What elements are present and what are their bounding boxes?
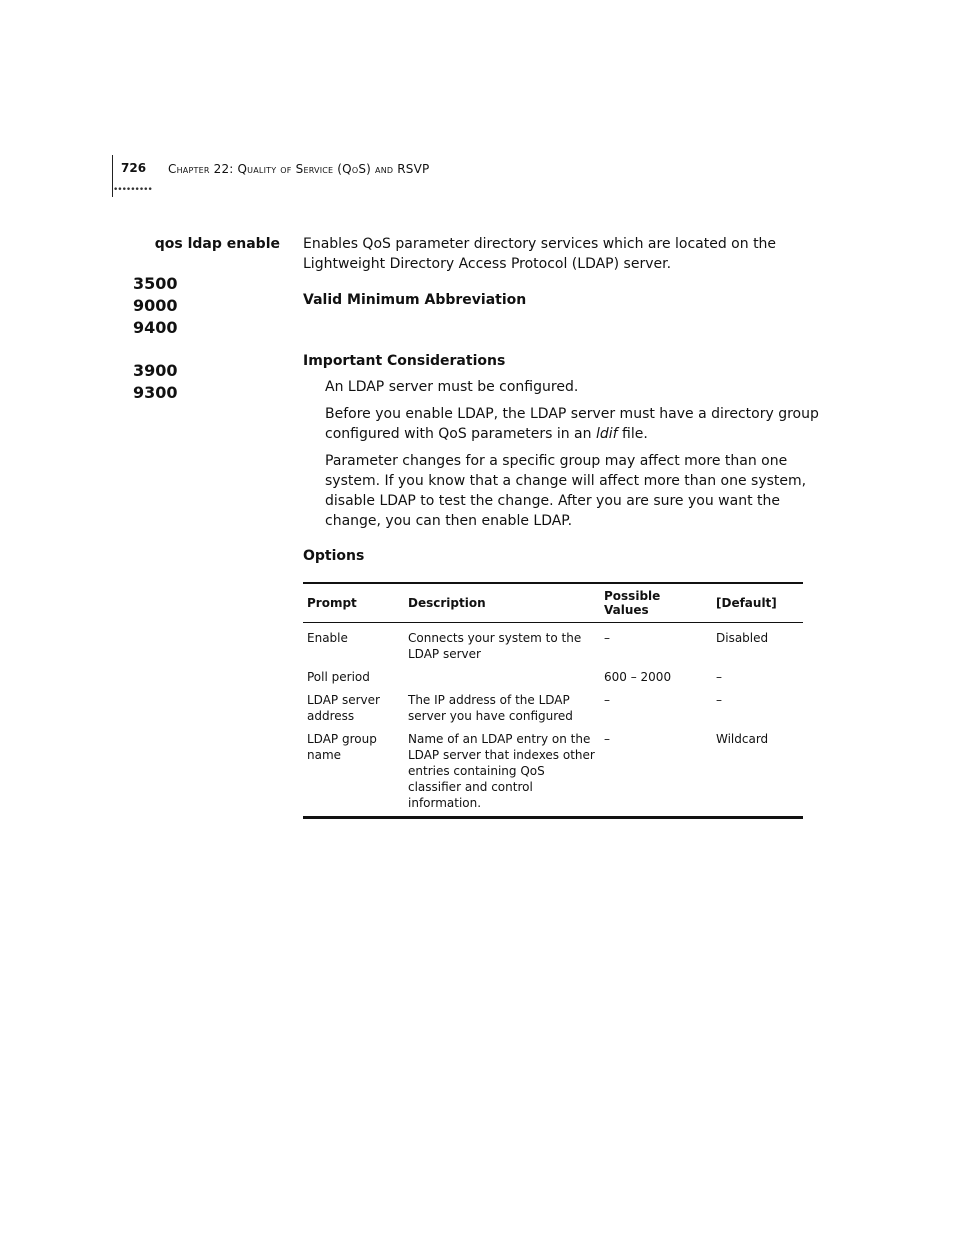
- table-cell: Wildcard: [716, 732, 769, 746]
- column-header: Description: [408, 596, 486, 610]
- table-cell: –: [604, 732, 610, 746]
- table-cell: [404, 662, 600, 685]
- table-header-row: [303, 583, 803, 623]
- column-header: Prompt: [307, 596, 357, 610]
- table-cell: Name of an LDAP entry on the LDAP server that indexes other entries containing QoS classifier and control information.: [408, 732, 595, 810]
- table-row: [303, 623, 803, 663]
- consideration-paragraph: An LDAP server must be configured.: [325, 379, 579, 395]
- consideration-paragraph: Parameter changes for a specific group may affect more than one system. If you know that a change will affect more than one system, disable LDAP to test the change. After you are sure you want the change, you can then enable LDAP.: [325, 453, 807, 529]
- platform-list-2: [133, 360, 178, 404]
- page-number: 726: [121, 161, 147, 175]
- table-cell: 600 – 2000: [604, 670, 672, 684]
- table-cell: –: [716, 670, 722, 684]
- consideration-paragraph: [325, 404, 820, 444]
- options-heading: Options: [303, 548, 365, 564]
- platform-number: 9400: [133, 318, 178, 337]
- table-cell: LDAP group name: [307, 732, 377, 762]
- table-cell: The IP address of the LDAP server you have configured: [408, 693, 573, 723]
- table-cell: –: [716, 693, 722, 707]
- considerations-heading: Important Considerations: [303, 353, 506, 369]
- options-table: [303, 582, 803, 819]
- ldif-term: ldif: [595, 426, 618, 442]
- command-description: Enables QoS parameter directory services which are located on the Lightweight Directory Access Protocol (LDAP) server.: [303, 236, 777, 272]
- column-header: [Default]: [716, 596, 777, 610]
- header-dots-ornament: •••••••••: [113, 185, 152, 195]
- considerations-list: [325, 377, 820, 538]
- chapter-title: Chapter 22: Quality of Service (QoS) and RSVP: [168, 162, 430, 176]
- consideration-text: Before you enable LDAP, the LDAP server must have a directory group configured with QoS parameters in an: [325, 406, 819, 442]
- table-row: [303, 662, 803, 685]
- table-row: [303, 724, 803, 818]
- platform-number: 3500: [133, 274, 178, 293]
- table-row: [303, 685, 803, 724]
- table-cell: –: [604, 693, 610, 707]
- table-cell: Connects your system to the LDAP server: [408, 631, 582, 661]
- command-name: qos ldap enable: [154, 236, 280, 252]
- table-cell: LDAP server address: [307, 693, 380, 723]
- table-cell: Enable: [307, 631, 348, 645]
- platform-number: 9300: [133, 383, 178, 402]
- platform-list-1: [133, 273, 178, 339]
- table-cell: Disabled: [716, 631, 769, 645]
- platform-number: 9000: [133, 296, 178, 315]
- consideration-text: file.: [622, 426, 648, 442]
- table-cell: –: [604, 631, 610, 645]
- column-header: Possible Values: [604, 589, 661, 617]
- platform-number: 3900: [133, 361, 178, 380]
- table-cell: Poll period: [307, 670, 370, 684]
- abbreviation-heading: Valid Minimum Abbreviation: [303, 292, 527, 308]
